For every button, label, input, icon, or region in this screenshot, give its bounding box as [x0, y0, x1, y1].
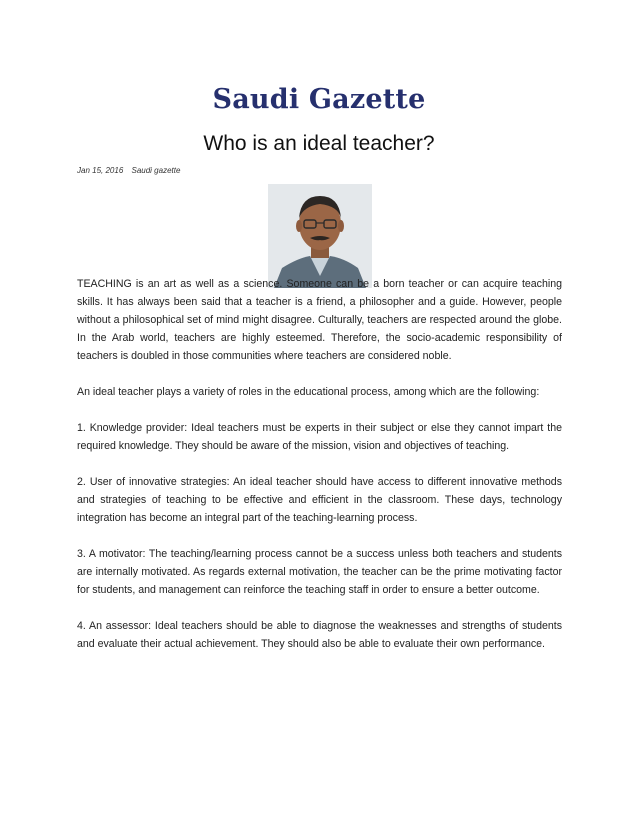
newspaper-masthead: Saudi Gazette [212, 84, 426, 115]
article-paragraph: 3. A motivator: The teaching/learning process cannot be a success unless both teachers and students are internally motivated. As regards external motivation, the teacher can be the prime motivating factor for students, and management can reinforce the teaching staff in order to ensure a better outcome. [77, 548, 562, 596]
article-date: Jan 15, 2016 [77, 166, 124, 175]
article-body [77, 275, 562, 671]
article-paragraph: 4. An assessor: Ideal teachers should be able to diagnose the weaknesses and strengths of students and evaluate their actual achievement. They should also be able to evaluate their own performance. [77, 620, 562, 650]
article-paragraph: An ideal teacher plays a variety of roles in the educational process, among which are the following: [77, 386, 540, 398]
article-paragraph: TEACHING is an art as well as a science. Someone can be a born teacher or can acquire teaching skills. It has always been said that a teacher is a friend, a philosopher and a guide. However, people without a philosophical set of mind might disagree. Culturally, teachers are respected around the globe. In the Arab world, teachers are highly esteemed. Therefore, the socio-academic responsibility of teachers is doubled in those communities where teachers are considered noble. [77, 278, 562, 362]
article-paragraph: 2. User of innovative strategies: An ideal teacher should have access to different innovative methods and strategies of teaching to be effective and efficient in the classroom. These days, technology integration has become an integral part of the teaching-learning process. [77, 476, 562, 524]
article-paragraph: 1. Knowledge provider: Ideal teachers must be experts in their subject or else they cannot impart the required knowledge. They should be aware of the mission, vision and objectives of teaching. [77, 422, 562, 452]
article-headline: Who is an ideal teacher? [203, 132, 435, 155]
author-photo [268, 184, 372, 288]
author-portrait-image [268, 184, 372, 288]
article-meta [77, 166, 186, 175]
article-source: Saudi gazette [131, 166, 181, 175]
